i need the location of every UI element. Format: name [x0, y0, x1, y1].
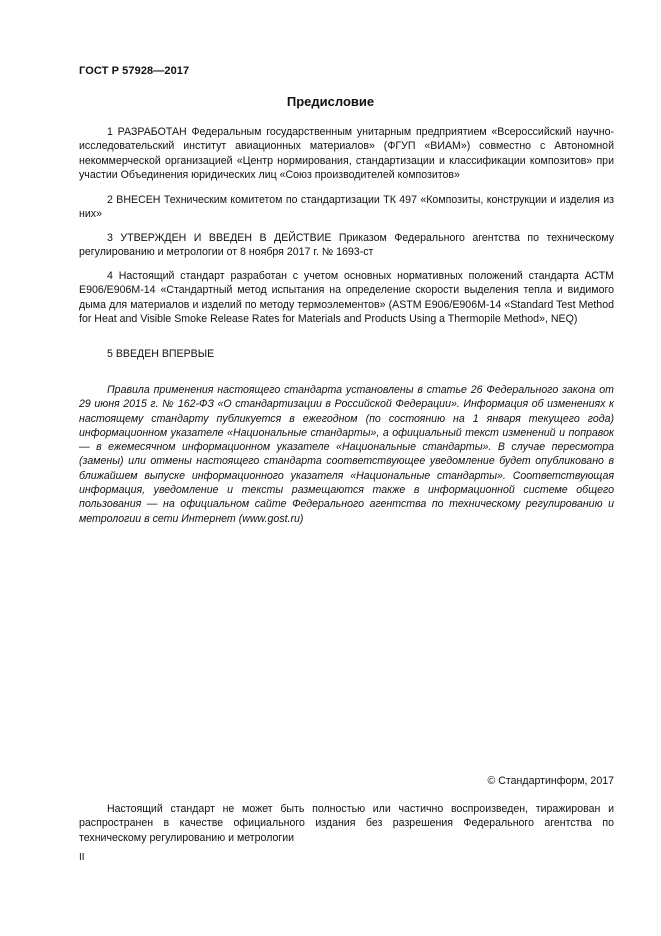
paragraph-2-text: 2 ВНЕСЕН Техническим комитетом по стандартизации ТК 497 «Композиты, конструкции и изделия из них»	[79, 194, 614, 221]
paragraph-4-text: 4 Настоящий стандарт разработан с учетом основных нормативных положений стандарта АСТМ Е906/Е906М-14 «Стандартный метод испытания на определение скорости выделения тепла и видимого дыма для материалов и изделий по методу термоэлементов» (ASTM E906/E906M-14 «Standard Test Method for Heat and Visible Smoke Release Rates for Materials and Products Using a Thermopile Method», NEQ)	[79, 270, 614, 325]
page-title: Предисловие	[286, 94, 375, 109]
page-number: II	[79, 852, 85, 863]
paragraph-4	[79, 269, 614, 326]
document-id: ГОСТ Р 57928—2017	[79, 65, 190, 77]
paragraph-1-text: 1 РАЗРАБОТАН Федеральным государственным унитарным предприятием «Всероссийский научно-исследовательский институт авиационных материалов» (ФГУП «ВИАМ») совместно с Автономной некоммерческой организацией «Центр нормирования, стандартизации и классификации композитов» при участии Объединения юридических лиц «Союз производителей композитов»	[79, 126, 614, 181]
notice-text: Правила применения настоящего стандарта установлены в статье 26 Федерального закона от 29 июня 2015 г. № 162-ФЗ «О стандартизации в Российской Федерации». Информация об изменениях к настоящему стандарту публикуется в ежегодном (по состоянию на 1 января текущего года) информационном указателе «Национальные стандарты», а официальный текст изменений и поправок — в ежемесячном информационном указателе «Национальные стандарты». В случае пересмотра (замены) или отмены настоящего стандарта соответствующее уведомление будет опубликовано в ближайшем выпуске информационного указателя «Национальные стандарты». Соответствующая информация, уведомление и тексты размещаются также в информационной системе общего пользования — на официальном сайте Федерального агентства по техническому регулированию и метрологии в сети Интернет (www.gost.ru)	[79, 384, 614, 525]
reproduction-notice	[79, 802, 614, 845]
paragraph-3	[79, 231, 614, 260]
paragraph-2	[79, 193, 614, 222]
reproduction-notice-text: Настоящий стандарт не может быть полностью или частично воспроизведен, тиражирован и распространен в качестве официального издания без разрешения Федерального агентства по техническому регулированию и метрологии	[79, 803, 614, 844]
application-rules-notice	[79, 383, 614, 526]
paragraph-5-text: 5 ВВЕДЕН ВПЕРВЫЕ	[107, 348, 215, 360]
copyright: © Стандартинформ, 2017	[487, 775, 614, 787]
paragraph-5	[79, 347, 614, 361]
paragraph-1	[79, 125, 614, 182]
paragraph-3-text: 3 УТВЕРЖДЕН И ВВЕДЕН В ДЕЙСТВИЕ Приказом Федерального агентства по техническому регулированию и метрологии от 8 ноября 2017 г. № 1693-ст	[79, 232, 614, 259]
